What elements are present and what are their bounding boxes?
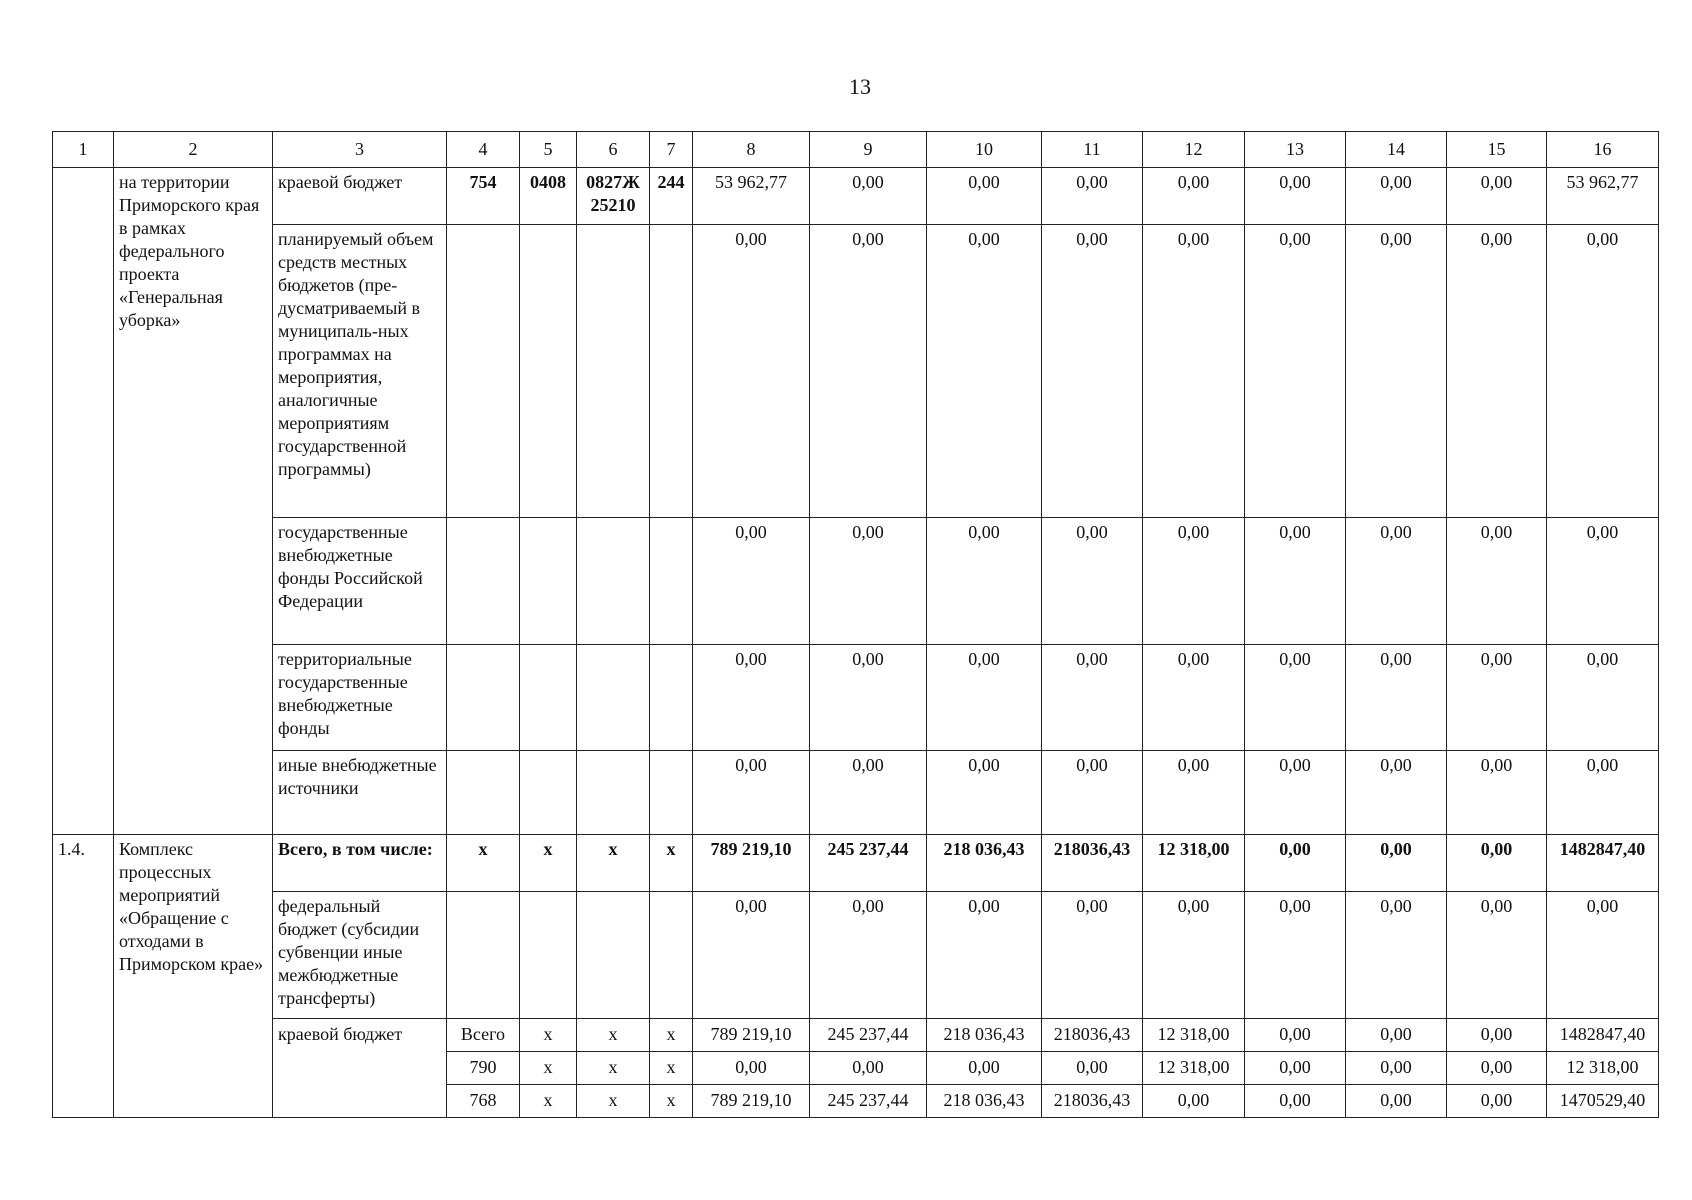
value-cell: 0,00 <box>693 518 810 645</box>
code-cell <box>520 645 577 751</box>
table-row <box>53 1019 1659 1052</box>
value-cell: 12 318,00 <box>1143 835 1245 892</box>
value-cell: 0,00 <box>1346 168 1447 225</box>
value-cell: 0,00 <box>1447 168 1547 225</box>
value-cell: 245 237,44 <box>810 1019 927 1052</box>
page-number: 13 <box>849 74 871 99</box>
value-cell: 789 219,10 <box>693 1085 810 1118</box>
value-cell: 12 318,00 <box>1143 1052 1245 1085</box>
funding-source: федеральный бюджет (субсидии субвенции иные межбюджетные трансферты) <box>273 892 447 1019</box>
value-cell: 0,00 <box>927 751 1042 835</box>
col-header: 16 <box>1547 132 1659 168</box>
code-cell <box>577 645 650 751</box>
value-cell: 0,00 <box>1143 645 1245 751</box>
value-cell: 245 237,44 <box>810 835 927 892</box>
value-cell: 0,00 <box>1547 645 1659 751</box>
value-cell: 0,00 <box>1447 1019 1547 1052</box>
value-cell: 0,00 <box>693 645 810 751</box>
code-cell <box>447 225 520 518</box>
code-cell: х <box>650 1085 693 1118</box>
value-cell: 0,00 <box>1245 835 1346 892</box>
value-cell: 218 036,43 <box>927 835 1042 892</box>
col-header: 6 <box>577 132 650 168</box>
value-cell: 0,00 <box>1143 1085 1245 1118</box>
funding-source: планируемый объем средств местных бюджетов (пре-дусматриваемый в муниципаль-ных программах на мероприятия, аналогичные мероприятиям государственной программы) <box>273 225 447 518</box>
value-cell: 0,00 <box>1346 518 1447 645</box>
code-cell <box>447 645 520 751</box>
col-header: 1 <box>53 132 114 168</box>
value-cell: 0,00 <box>810 1052 927 1085</box>
value-cell: 0,00 <box>927 225 1042 518</box>
funding-source: государственные внебюджетные фонды Российской Федерации <box>273 518 447 645</box>
code-cell <box>520 892 577 1019</box>
code-cell <box>650 225 693 518</box>
code-cell: 768 <box>447 1085 520 1118</box>
value-cell: 0,00 <box>1447 751 1547 835</box>
code-cell: х <box>650 1052 693 1085</box>
code-cell <box>650 645 693 751</box>
value-cell: 0,00 <box>1547 518 1659 645</box>
value-cell: 0,00 <box>1346 225 1447 518</box>
col-header: 4 <box>447 132 520 168</box>
code-cell <box>447 892 520 1019</box>
table-row <box>53 751 1659 835</box>
code-cell: х <box>447 835 520 892</box>
value-cell: 0,00 <box>927 892 1042 1019</box>
value-cell: 12 318,00 <box>1547 1052 1659 1085</box>
value-cell: 0,00 <box>1245 225 1346 518</box>
budget-table <box>52 131 1659 1118</box>
table-row <box>53 168 1659 225</box>
code-cell <box>650 751 693 835</box>
value-cell: 0,00 <box>810 168 927 225</box>
code-cell <box>447 751 520 835</box>
code-cell: 0827Ж 25210 <box>577 168 650 225</box>
event-name-cell: на территории Приморского края в рамках федерального проекта «Генеральная уборка» <box>114 168 273 835</box>
col-header: 8 <box>693 132 810 168</box>
code-cell <box>577 518 650 645</box>
value-cell: 0,00 <box>1245 751 1346 835</box>
code-cell: х <box>577 1052 650 1085</box>
value-cell: 0,00 <box>1346 1019 1447 1052</box>
value-cell: 0,00 <box>1547 892 1659 1019</box>
funding-source: иные внебюджетные источники <box>273 751 447 835</box>
value-cell: 0,00 <box>1245 892 1346 1019</box>
value-cell: 0,00 <box>1447 225 1547 518</box>
col-header: 2 <box>114 132 273 168</box>
value-cell: 0,00 <box>927 1052 1042 1085</box>
value-cell: 0,00 <box>1346 1052 1447 1085</box>
code-cell <box>447 518 520 645</box>
value-cell: 0,00 <box>1346 892 1447 1019</box>
value-cell: 0,00 <box>1042 751 1143 835</box>
table-row <box>53 645 1659 751</box>
code-cell <box>577 751 650 835</box>
value-cell: 789 219,10 <box>693 1019 810 1052</box>
value-cell: 0,00 <box>1447 518 1547 645</box>
value-cell: 0,00 <box>1447 892 1547 1019</box>
value-cell: 0,00 <box>1042 1052 1143 1085</box>
code-cell: 754 <box>447 168 520 225</box>
value-cell: 53 962,77 <box>693 168 810 225</box>
value-cell: 0,00 <box>1346 835 1447 892</box>
value-cell: 0,00 <box>1042 892 1143 1019</box>
table-row <box>53 892 1659 1019</box>
value-cell: 0,00 <box>810 892 927 1019</box>
value-cell: 0,00 <box>1447 1052 1547 1085</box>
value-cell: 789 219,10 <box>693 835 810 892</box>
value-cell: 0,00 <box>1245 1019 1346 1052</box>
code-cell: х <box>650 835 693 892</box>
row-number-cell <box>53 168 114 835</box>
table-row <box>53 225 1659 518</box>
value-cell: 0,00 <box>1346 1085 1447 1118</box>
code-cell <box>577 892 650 1019</box>
value-cell: 0,00 <box>1245 168 1346 225</box>
code-cell <box>650 892 693 1019</box>
value-cell: 0,00 <box>1245 518 1346 645</box>
value-cell: 218036,43 <box>1042 1085 1143 1118</box>
value-cell: 0,00 <box>1245 1052 1346 1085</box>
value-cell: 0,00 <box>1042 518 1143 645</box>
code-cell <box>520 225 577 518</box>
value-cell: 0,00 <box>1143 168 1245 225</box>
value-cell: 0,00 <box>1547 225 1659 518</box>
col-header: 7 <box>650 132 693 168</box>
code-cell: 0408 <box>520 168 577 225</box>
value-cell: 0,00 <box>1042 645 1143 751</box>
value-cell: 0,00 <box>810 518 927 645</box>
value-cell: 0,00 <box>1143 751 1245 835</box>
value-cell: 0,00 <box>810 751 927 835</box>
col-header: 9 <box>810 132 927 168</box>
col-header: 15 <box>1447 132 1547 168</box>
value-cell: 0,00 <box>1447 1085 1547 1118</box>
value-cell: 53 962,77 <box>1547 168 1659 225</box>
col-header: 13 <box>1245 132 1346 168</box>
value-cell: 0,00 <box>810 645 927 751</box>
value-cell: 0,00 <box>693 225 810 518</box>
value-cell: 0,00 <box>1245 1085 1346 1118</box>
col-header: 11 <box>1042 132 1143 168</box>
value-cell: 0,00 <box>693 892 810 1019</box>
code-cell: 244 <box>650 168 693 225</box>
value-cell: 218036,43 <box>1042 1019 1143 1052</box>
col-header: 3 <box>273 132 447 168</box>
event-name-cell: Комплекс процессных мероприятий «Обращение с отходами в Приморском крае» <box>114 835 273 1118</box>
value-cell: 245 237,44 <box>810 1085 927 1118</box>
table-row <box>53 518 1659 645</box>
value-cell: 0,00 <box>927 168 1042 225</box>
value-cell: 0,00 <box>927 518 1042 645</box>
col-header: 5 <box>520 132 577 168</box>
code-cell: х <box>577 1019 650 1052</box>
code-cell <box>577 225 650 518</box>
value-cell: 0,00 <box>1143 518 1245 645</box>
value-cell: 0,00 <box>1143 892 1245 1019</box>
value-cell: 0,00 <box>1346 645 1447 751</box>
value-cell: 0,00 <box>1143 225 1245 518</box>
value-cell: 0,00 <box>693 751 810 835</box>
value-cell: 1482847,40 <box>1547 1019 1659 1052</box>
value-cell: 1482847,40 <box>1547 835 1659 892</box>
value-cell: 0,00 <box>1042 168 1143 225</box>
value-cell: 218 036,43 <box>927 1019 1042 1052</box>
code-cell: х <box>520 1085 577 1118</box>
code-cell: х <box>577 835 650 892</box>
code-cell: х <box>520 835 577 892</box>
value-cell: 1470529,40 <box>1547 1085 1659 1118</box>
code-cell: 790 <box>447 1052 520 1085</box>
value-cell: 0,00 <box>1447 835 1547 892</box>
code-cell: х <box>520 1019 577 1052</box>
funding-source: краевой бюджет <box>273 1019 447 1118</box>
funding-source: Всего, в том числе: <box>273 835 447 892</box>
value-cell: 0,00 <box>1245 645 1346 751</box>
code-cell: х <box>520 1052 577 1085</box>
code-cell <box>520 751 577 835</box>
funding-source: территориальные государственные внебюджетные фонды <box>273 645 447 751</box>
table-row <box>53 835 1659 892</box>
value-cell: 0,00 <box>693 1052 810 1085</box>
column-number-row <box>53 132 1659 168</box>
value-cell: 0,00 <box>810 225 927 518</box>
code-cell: х <box>577 1085 650 1118</box>
value-cell: 0,00 <box>1042 225 1143 518</box>
row-number-cell: 1.4. <box>53 835 114 1118</box>
code-cell: х <box>650 1019 693 1052</box>
col-header: 12 <box>1143 132 1245 168</box>
value-cell: 0,00 <box>1346 751 1447 835</box>
value-cell: 218036,43 <box>1042 835 1143 892</box>
value-cell: 0,00 <box>927 645 1042 751</box>
col-header: 14 <box>1346 132 1447 168</box>
value-cell: 0,00 <box>1547 751 1659 835</box>
code-cell: Всего <box>447 1019 520 1052</box>
value-cell: 218 036,43 <box>927 1085 1042 1118</box>
col-header: 10 <box>927 132 1042 168</box>
code-cell <box>520 518 577 645</box>
value-cell: 0,00 <box>1447 645 1547 751</box>
funding-source: краевой бюджет <box>273 168 447 225</box>
value-cell: 12 318,00 <box>1143 1019 1245 1052</box>
code-cell <box>650 518 693 645</box>
